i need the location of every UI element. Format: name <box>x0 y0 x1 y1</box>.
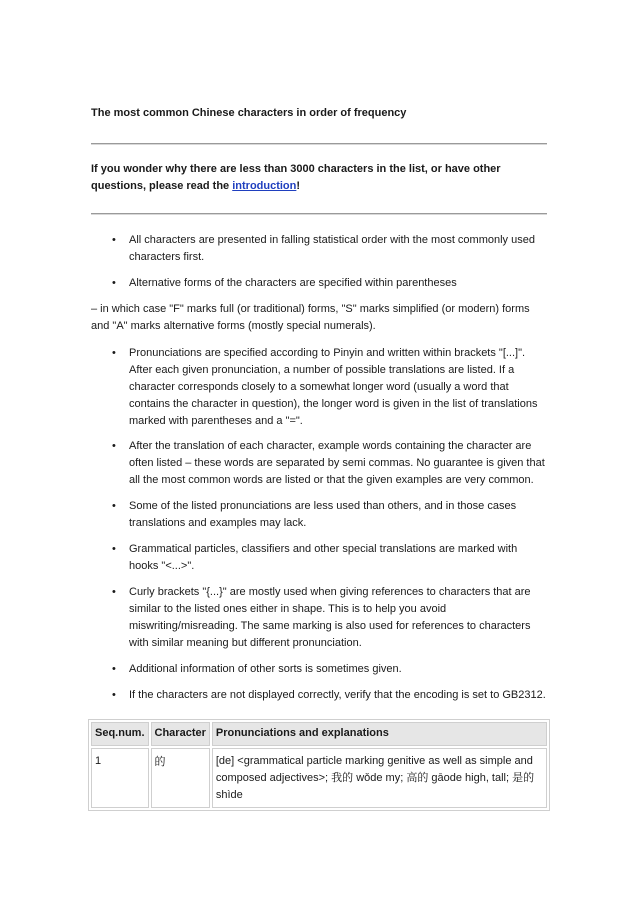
header-character: Character <box>151 722 210 746</box>
list-item-text: After the translation of each character, example words containing the character are often listed – these words are separated by semi commas. No guarantee is given that all the most common words are listed or that the given examples are very common. <box>129 440 545 486</box>
notes-list-b <box>91 345 547 704</box>
list-item <box>91 661 547 678</box>
bullet-icon: • <box>112 500 116 512</box>
list-item-text: Alternative forms of the characters are specified within parentheses <box>129 277 457 289</box>
divider <box>91 143 547 145</box>
list-item <box>91 541 547 575</box>
introduction-link[interactable]: introduction <box>232 180 297 192</box>
list-item-text: Curly brackets "{...}" are mostly used when giving references to characters that are similar to the listed ones either in shape. This is to help you avoid miswriting/misreading. The same marking is also used for references to characters with similar meaning but different pronunciation. <box>129 586 531 649</box>
list-item-text: Grammatical particles, classifiers and other special translations are marked with hooks "<...>". <box>129 543 518 572</box>
notes-list-a <box>91 232 547 292</box>
bullet-icon: • <box>112 663 116 675</box>
bullet-icon: • <box>112 440 116 452</box>
list-item <box>91 438 547 489</box>
bullet-icon: • <box>112 234 116 246</box>
list-item <box>91 345 547 430</box>
bullet-icon: • <box>112 277 116 289</box>
form-note-paragraph: – in which case "F" marks full (or traditional) forms, "S" marks simplified (or modern) forms and "A" marks alternative forms (mostly special numerals). <box>91 303 530 332</box>
intro-paragraph <box>91 161 547 195</box>
cell-character: 的 <box>151 748 210 808</box>
table-row <box>91 748 547 808</box>
list-item <box>91 275 547 292</box>
list-item-text: All characters are presented in falling statistical order with the most commonly used characters first. <box>129 234 535 263</box>
intro-text: If you wonder why there are less than 3000 characters in the list, or have other questions, please read the <box>91 163 501 192</box>
list-item-text: Pronunciations are specified according to Pinyin and written within brackets "[...]". After each given pronunciation, a number of possible translations are listed. If a character corresponds closely to a somewhat longer word (usually a word that contains the character in question), the longer word is given in the list of translations marked with parentheses and a "=". <box>129 347 538 427</box>
intro-end: ! <box>296 180 301 192</box>
list-item-text: If the characters are not displayed correctly, verify that the encoding is set to GB2312. <box>129 689 546 701</box>
bullet-icon: • <box>112 347 116 359</box>
cell-explanation: [de] <grammatical particle marking genitive as well as simple and composed adjectives>; 我的 wǒde my; 高的 gāode high, tall; 是的 shìde <box>212 748 547 808</box>
table-header-row <box>91 722 547 746</box>
list-item <box>91 232 547 266</box>
header-explanations: Pronunciations and explanations <box>212 722 547 746</box>
bullet-icon: • <box>112 543 116 555</box>
cell-seq-num: 1 <box>91 748 149 808</box>
list-item <box>91 584 547 652</box>
page-title: The most common Chinese characters in order of frequency <box>91 107 407 119</box>
list-item-text: Additional information of other sorts is sometimes given. <box>129 663 402 675</box>
header-seq-num: Seq.num. <box>91 722 149 746</box>
list-item <box>91 498 547 532</box>
list-item-text: Some of the listed pronunciations are less used than others, and in those cases translations and examples may lack. <box>129 500 517 529</box>
divider <box>91 213 547 215</box>
list-item <box>91 687 547 704</box>
characters-table <box>88 719 550 811</box>
bullet-icon: • <box>112 586 116 598</box>
bullet-icon: • <box>112 689 116 701</box>
